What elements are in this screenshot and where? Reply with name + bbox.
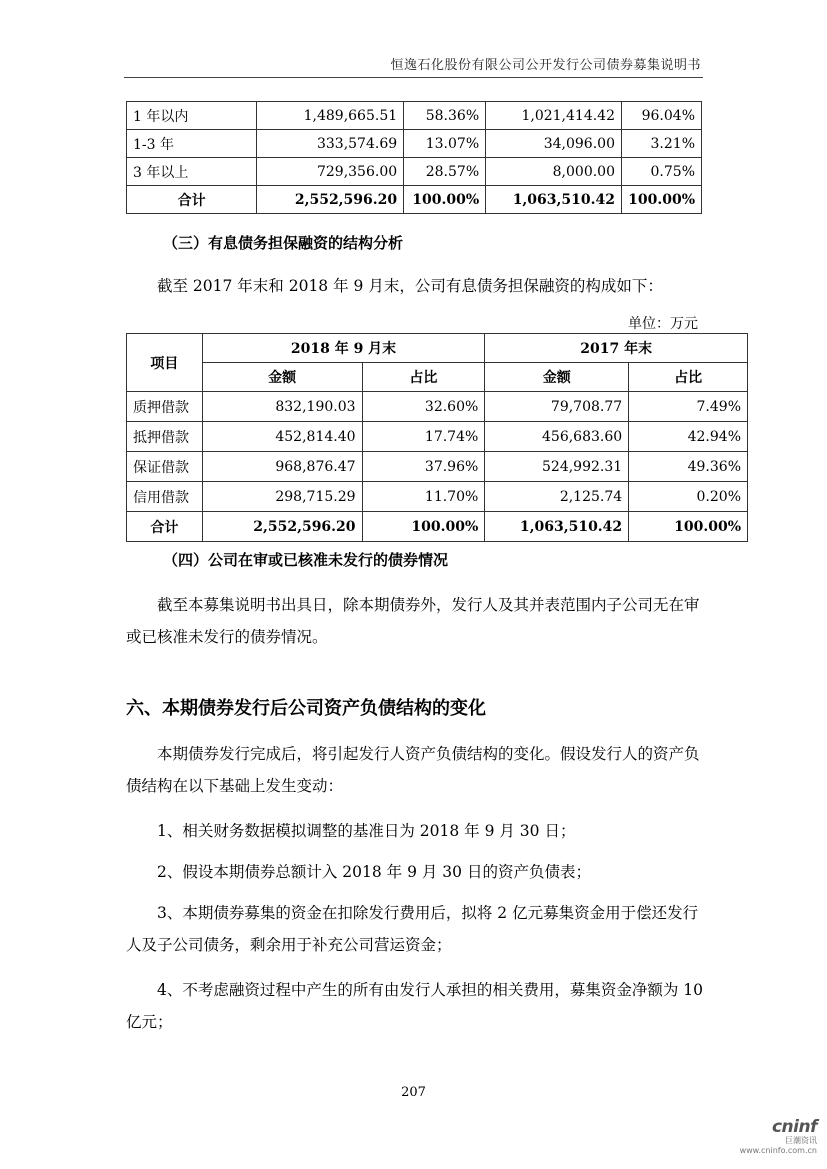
table-cell: 524,992.31 [485, 452, 629, 482]
logo-url-text: www.cninfo.com.cn [739, 1146, 817, 1155]
paragraph: 截至 2017 年末和 2018 年 9 月末，公司有息债务担保融资的构成如下： [157, 277, 663, 295]
table-cell: 1,021,414.42 [486, 102, 622, 130]
table-cell: 96.04% [621, 102, 701, 130]
table-cell: 1 年以内 [127, 102, 257, 130]
table-cell: 58.36% [404, 102, 486, 130]
paragraph: 4、不考虑融资过程中产生的所有由发行人承担的相关费用，募集资金净额为 10 亿元； [126, 981, 704, 1031]
table-header-row [127, 363, 748, 392]
table-cell: 11.70% [362, 482, 485, 512]
table-header-cell: 金额 [485, 363, 629, 392]
table-total-row [127, 512, 748, 542]
table-cell: 32.60% [362, 392, 485, 422]
table-row [127, 102, 702, 130]
table-cell: 0.20% [629, 482, 748, 512]
table-cell: 0.75% [621, 158, 701, 186]
logo-wordmark: cninf [771, 1117, 817, 1137]
table-cell: 100.00% [404, 186, 486, 214]
section-heading: （四）公司在审或已核准未发行的债券情况 [163, 551, 449, 569]
table-row [127, 422, 748, 452]
table-row [127, 158, 702, 186]
table-cell: 信用借款 [127, 482, 203, 512]
table-cell: 7.49% [629, 392, 748, 422]
header-rule [124, 77, 703, 78]
table-cell: 质押借款 [127, 392, 203, 422]
table-cell: 1,063,510.42 [485, 512, 629, 542]
paragraph: 2、假设本期债券总额计入 2018 年 9 月 30 日的资产负债表； [157, 863, 591, 881]
table-cell: 79,708.77 [485, 392, 629, 422]
table-cell: 3.21% [621, 130, 701, 158]
table-cell: 100.00% [362, 512, 485, 542]
table-cell: 17.74% [362, 422, 485, 452]
page-number: 207 [401, 1085, 426, 1100]
table-header-cell: 2018 年 9 月末 [202, 334, 485, 363]
paragraph: 本期债券发行完成后，将引起发行人资产负债结构的变化。假设发行人的资产负债结构在以下基础上发生变动： [126, 745, 700, 795]
table-cell: 2,552,596.20 [202, 512, 362, 542]
table-cell: 1,063,510.42 [486, 186, 622, 214]
table-cell: 729,356.00 [257, 158, 404, 186]
table-row [127, 452, 748, 482]
table-cell: 832,190.03 [202, 392, 362, 422]
paragraph: 1、相关财务数据模拟调整的基准日为 2018 年 9 月 30 日； [157, 822, 576, 840]
logo-cn-text: 巨潮资讯 [785, 1136, 817, 1145]
table-cell: 2,552,596.20 [257, 186, 404, 214]
table-row [127, 392, 748, 422]
paragraph: 截至本募集说明书出具日，除本期债券外，发行人及其并表范围内子公司无在审或已核准未发行的债券情况。 [126, 596, 700, 646]
table-cell: 298,715.29 [202, 482, 362, 512]
cninfo-logo [740, 1117, 817, 1155]
unit-label: 单位：万元 [628, 316, 698, 332]
section-heading: （三）有息债务担保融资的结构分析 [163, 234, 404, 252]
table-cell: 28.57% [404, 158, 486, 186]
table-row [127, 130, 702, 158]
table-cell: 100.00% [629, 512, 748, 542]
table-header-cell: 金额 [202, 363, 362, 392]
table-header-cell: 2017 年末 [485, 334, 748, 363]
table-cell: 100.00% [621, 186, 701, 214]
table-cell: 37.96% [362, 452, 485, 482]
table-cell: 34,096.00 [486, 130, 622, 158]
paragraph: 3、本期债券募集的资金在扣除发行费用后，拟将 2 亿元募集资金用于偿还发行人及子公司债务，剩余用于补充公司营运资金； [126, 904, 699, 954]
table-cell: 3 年以上 [127, 158, 257, 186]
table-cell: 保证借款 [127, 452, 203, 482]
maturity-table [126, 101, 702, 214]
table-total-row [127, 186, 702, 214]
table-header-row [127, 334, 748, 363]
table-cell: 合计 [127, 186, 257, 214]
table-cell: 333,574.69 [257, 130, 404, 158]
table-cell: 1,489,665.51 [257, 102, 404, 130]
chapter-heading: 六、本期债券发行后公司资产负债结构的变化 [126, 698, 486, 719]
table-row [127, 482, 748, 512]
table-cell: 42.94% [629, 422, 748, 452]
table-header-cell: 项目 [127, 334, 203, 392]
table-cell: 合计 [127, 512, 203, 542]
table-cell: 49.36% [629, 452, 748, 482]
table-cell: 13.07% [404, 130, 486, 158]
guarantee-financing-table [126, 333, 748, 542]
table-cell: 1-3 年 [127, 130, 257, 158]
table-header-cell: 占比 [629, 363, 748, 392]
table-cell: 2,125.74 [485, 482, 629, 512]
table-cell: 抵押借款 [127, 422, 203, 452]
table-cell: 456,683.60 [485, 422, 629, 452]
document-header-title: 恒逸石化股份有限公司公开发行公司债券募集说明书 [390, 58, 701, 73]
table-cell: 968,876.47 [202, 452, 362, 482]
table-cell: 452,814.40 [202, 422, 362, 452]
table-header-cell: 占比 [362, 363, 485, 392]
table-cell: 8,000.00 [486, 158, 622, 186]
